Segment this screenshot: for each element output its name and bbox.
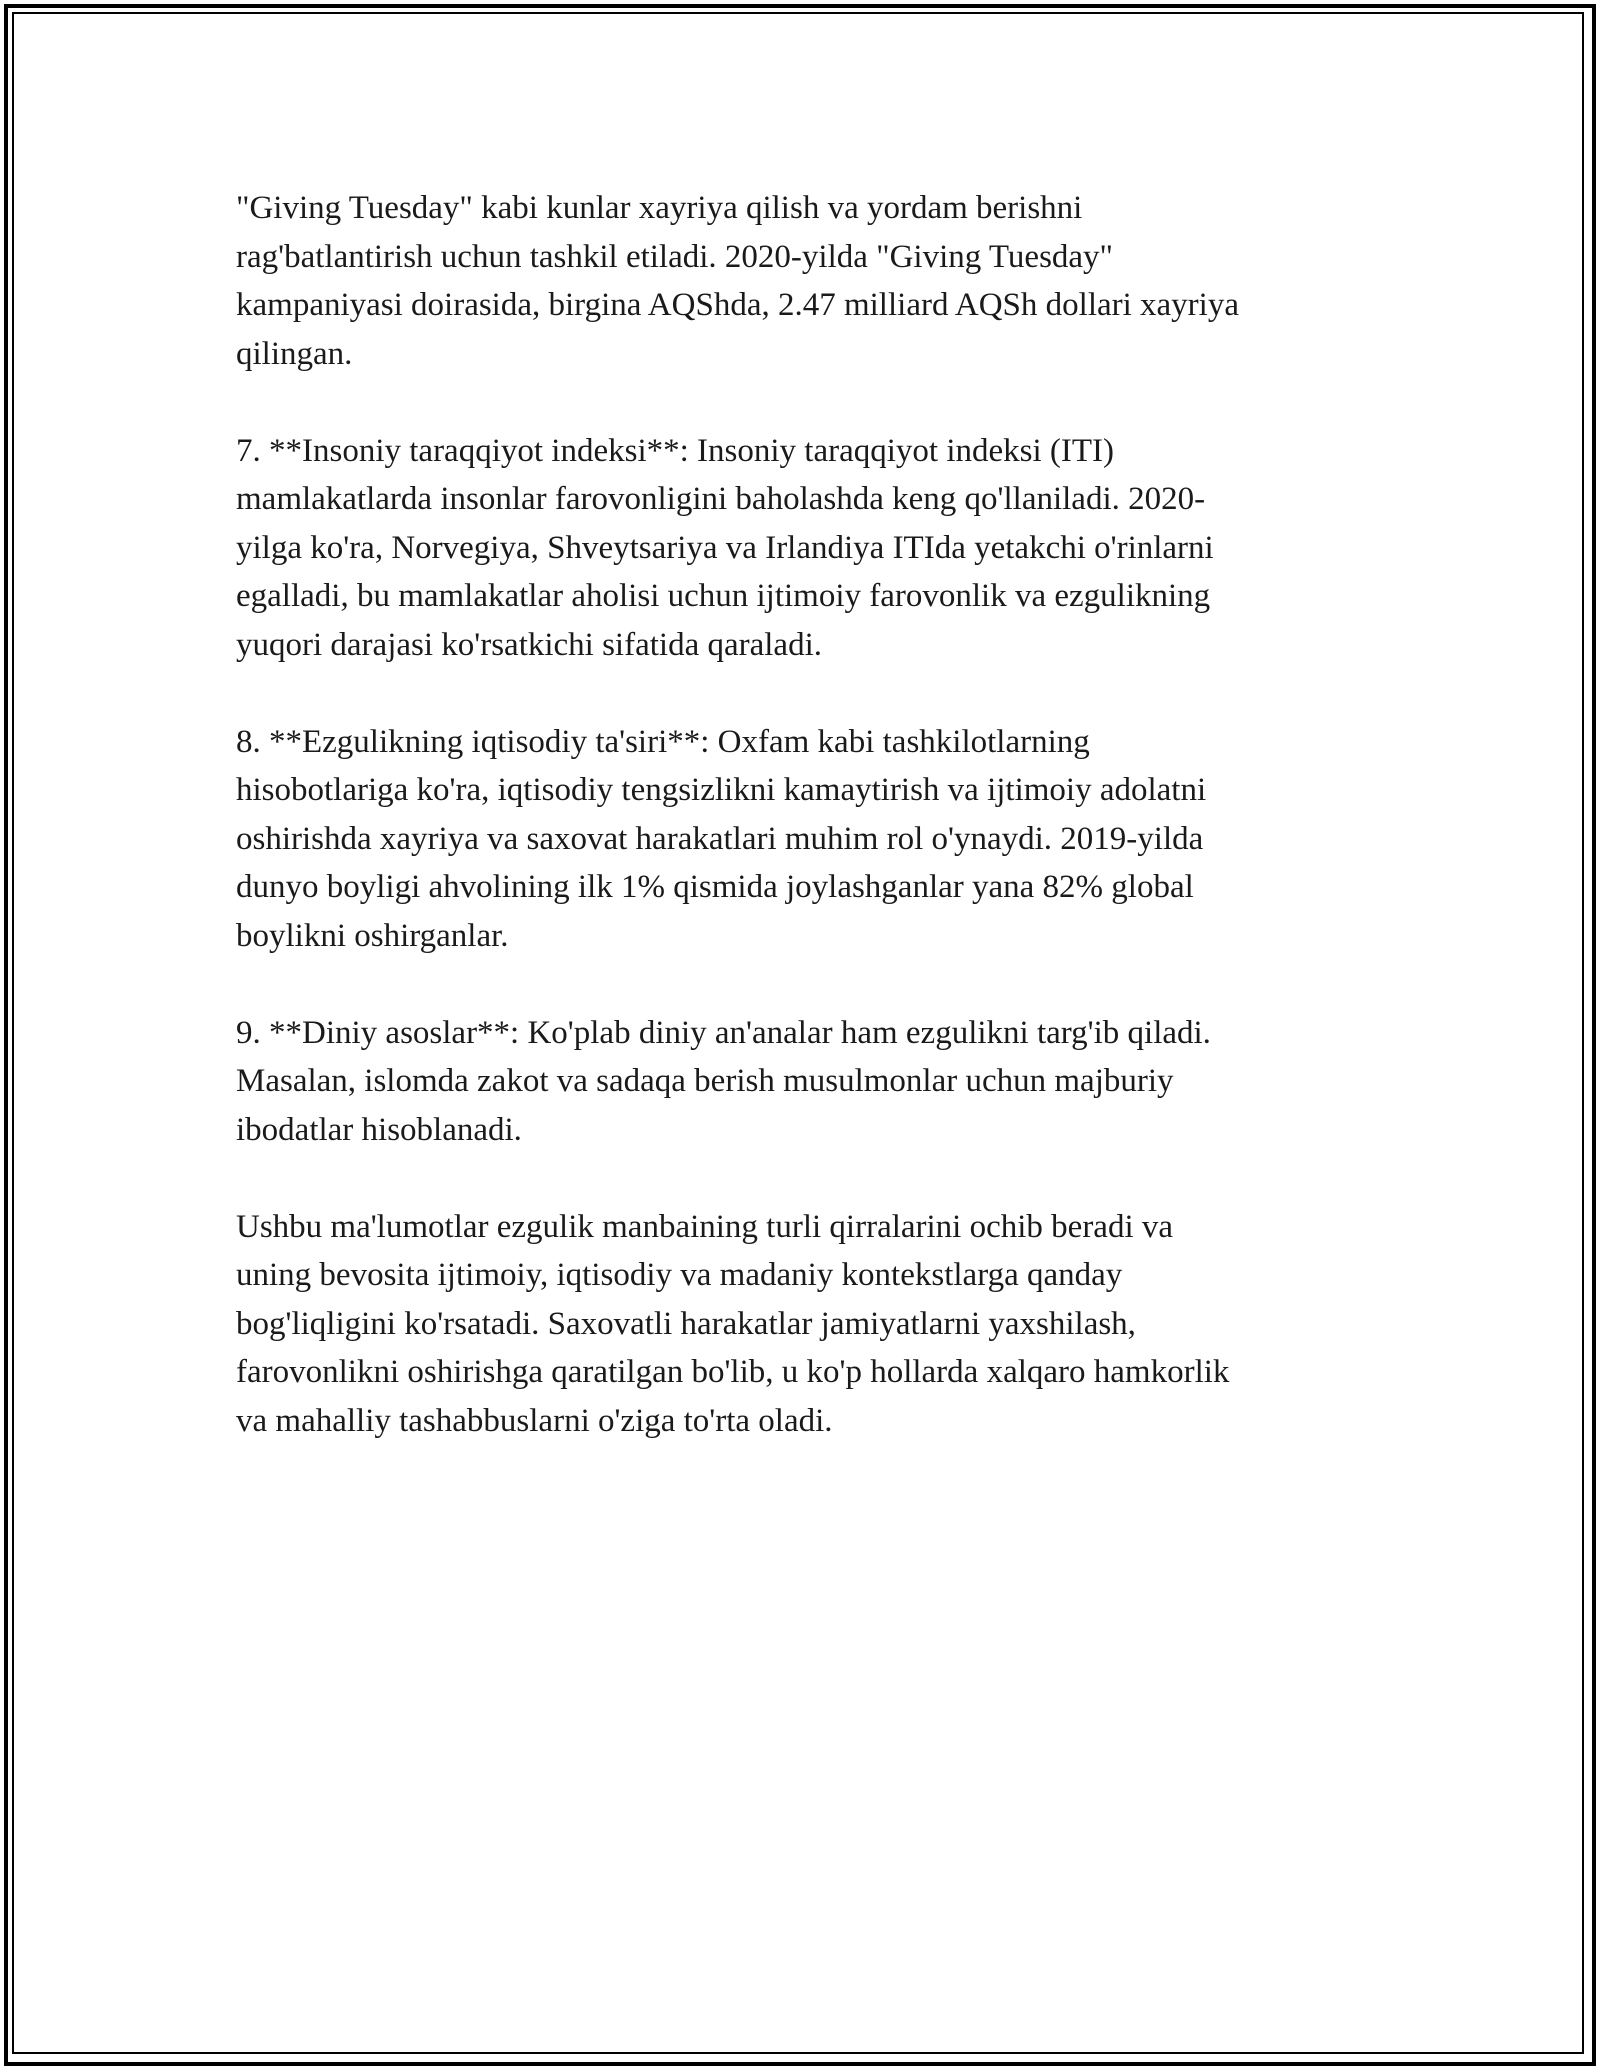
paragraph-item-9: [236, 1009, 1366, 1155]
text-line: mamlakatlarda insonlar farovonligini baholashda keng qo'llaniladi. 2020-: [236, 481, 1206, 517]
text-line: "Giving Tuesday" kabi kunlar xayriya qilish va yordam berishni: [236, 190, 1083, 226]
text-line: ibodatlar hisoblanadi.: [236, 1111, 522, 1148]
text-line: Ushbu ma'lumotlar ezgulik manbaining turli qirralarini ochib beradi va: [236, 1208, 1174, 1245]
text-line: boylikni oshirganlar.: [236, 917, 509, 954]
paragraph-giving-tuesday: [236, 184, 1366, 378]
text-line: yuqori darajasi ko'rsatkichi sifatida qaraladi.: [236, 626, 822, 663]
text-line: hisobotlariga ko'ra, iqtisodiy tengsizlikni kamaytirish va ijtimoiy adolatni: [236, 772, 1207, 808]
text-line: dunyo boyligi ahvolining ilk 1% qismida joylashganlar yana 82% global: [236, 869, 1194, 905]
text-line: 8. **Ezgulikning iqtisodiy ta'siri**: Oxfam kabi tashkilotlarning: [236, 723, 1090, 760]
text-line: qilingan.: [236, 335, 353, 372]
paragraph-conclusion: [236, 1203, 1366, 1446]
text-line: oshirishda xayriya va saxovat harakatlari muhim rol o'ynaydi. 2019-yilda: [236, 820, 1204, 857]
text-line: yilga ko'ra, Norvegiya, Shveytsariya va Irlandiya ITIda yetakchi o'rinlarni: [236, 529, 1214, 566]
text-line: bog'liqligini ko'rsatadi. Saxovatli harakatlar jamiyatlarni yaxshilash,: [236, 1305, 1136, 1342]
text-line: farovonlikni oshirishga qaratilgan bo'lib, u ko'p hollarda xalqaro hamkorlik: [236, 1354, 1230, 1390]
paragraph-item-7: [236, 427, 1366, 670]
text-line: va mahalliy tashabbuslarni o'ziga to'rta oladi.: [236, 1402, 833, 1439]
text-line: rag'batlantirish uchun tashkil etiladi. 2020-yilda "Giving Tuesday": [236, 238, 1114, 275]
text-line: 7. **Insoniy taraqqiyot indeksi**: Insoniy taraqqiyot indeksi (ITI): [236, 432, 1115, 469]
text-line: 9. **Diniy asoslar**: Ko'plab diniy an'analar ham ezgulikni targ'ib qiladi.: [236, 1014, 1211, 1051]
text-line: uning bevosita ijtimoiy, iqtisodiy va madaniy kontekstlarga qanday: [236, 1257, 1123, 1293]
document-body: [236, 184, 1366, 1494]
paragraph-item-8: [236, 718, 1366, 961]
text-line: egalladi, bu mamlakatlar aholisi uchun ijtimoiy farovonlik va ezgulikning: [236, 578, 1211, 614]
text-line: Masalan, islomda zakot va sadaqa berish musulmonlar uchun majburiy: [236, 1063, 1174, 1099]
text-line: kampaniyasi doirasida, birgina AQShda, 2.47 milliard AQSh dollari xayriya: [236, 287, 1239, 323]
